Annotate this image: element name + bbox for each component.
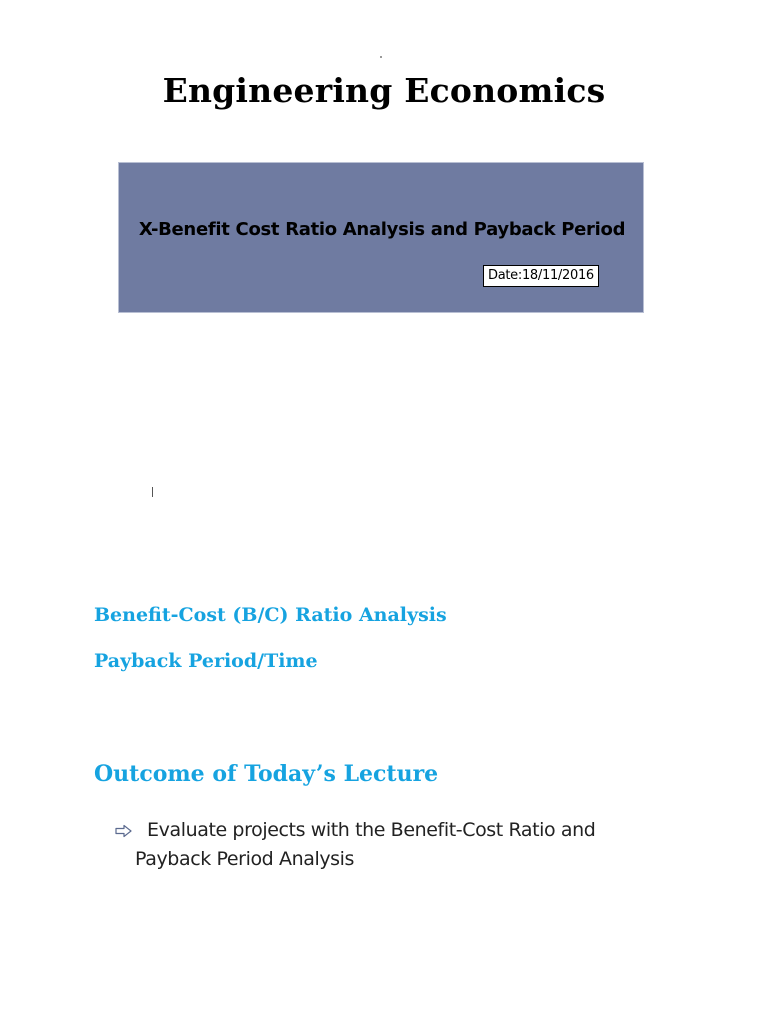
decorative-dot bbox=[380, 56, 382, 58]
chapter-banner bbox=[118, 162, 644, 313]
page-title: Engineering Economics bbox=[162, 71, 606, 110]
lecture-date: Date:18/11/2016 bbox=[483, 265, 599, 287]
outcome-text: Evaluate projects with the Benefit-Cost Ratio and Payback Period Analysis bbox=[135, 819, 596, 870]
topic-heading-bc-ratio: Benefit-Cost (B/C) Ratio Analysis bbox=[94, 604, 447, 626]
hollow-arrow-bullet-icon bbox=[115, 823, 133, 837]
topic-heading-payback-period: Payback Period/Time bbox=[94, 650, 318, 672]
text-cursor-mark bbox=[152, 487, 153, 497]
chapter-title: X-Benefit Cost Ratio Analysis and Payback Period bbox=[138, 219, 626, 240]
outcome-heading: Outcome of Today’s Lecture bbox=[94, 761, 439, 787]
